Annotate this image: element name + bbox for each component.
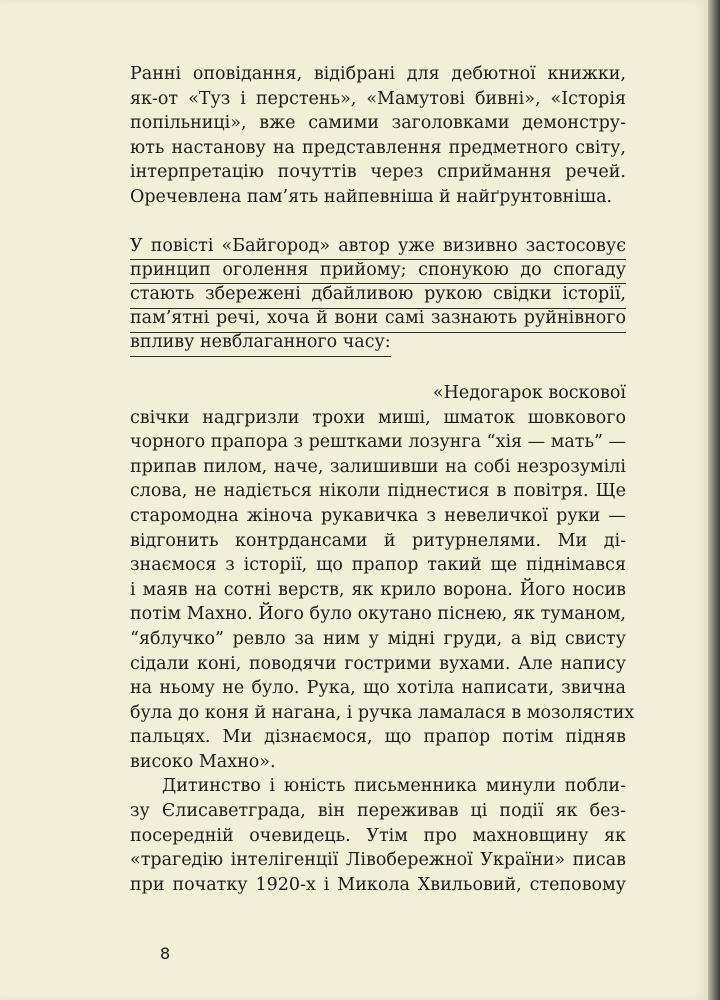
text-line: слова, не надіється ніколи піднестися в повітря. Ще [130,481,626,502]
text-line: У повісті «Байгород» автор уже визивно застосовує [130,234,626,261]
body-text [130,62,635,897]
text-line: пам’ятні речі, хоча й вони самі зазнають руйнівного [130,306,626,333]
text-line: “яблучко” ревло за ним у мідні груди, а від свисту [130,628,626,649]
text-line: чорного прапора з рештками лозунга “хія — мать” — [130,432,626,453]
text-line: була до коня й нагана, і ручка ламалася в мозолястих [130,702,635,723]
text-line: високо Махно». [130,751,276,772]
text-line: стають збережені дбайливою рукою свідки історії, [130,282,626,309]
paragraph-2-underlined [130,234,626,355]
text-line: знаємося з історії, що прапор такий ще піднімався [130,555,626,576]
paragraph-1 [130,62,626,210]
text-line: попільниці», вже самими заголовками демонстру- [130,113,626,134]
quote-block [130,381,635,775]
text-line: при початку 1920-х і Микола Хвильовий, степовому [130,874,626,895]
text-line: сідали коні, поводячи гострими вухами. Але напису [130,653,626,674]
text-line: пальцях. Ми дізнаємося, що прапор потім підняв [130,727,626,748]
text-line: припав пилом, наче, залишивши на собі незрозумілі [130,456,626,477]
text-line: свічки надгризли трохи миші, шматок шовкового [130,407,626,428]
text-line: Оречевлена пам’ять найпевніша й найґрунтовніша. [130,186,613,207]
text-line: Дитинство і юність письменника минули побли- [162,776,626,797]
paragraph-gap [130,210,626,234]
text-line: відгонить контрдансами й ритурнелями. Ми ді- [130,530,626,551]
paragraph-3 [130,774,626,897]
page-number: 8 [160,944,171,963]
text-line: ють настанову на представлення предметного світу, [130,137,626,158]
text-line: старомодна жіноча рукавичка з невеличкої руки — [130,505,626,526]
book-edge [708,0,720,1000]
text-line: потім Махно. Його було окутано піснею, як туманом, [130,604,626,625]
text-line: Ранні оповідання, відібрані для дебютної книжки, [130,64,626,84]
text-line: «трагедію інтелігенції Лівобережної України» писав [130,850,626,871]
text-line: «Недогарок воскової [432,382,626,403]
quote-gap [130,355,626,381]
text-line: посередній очевидець. Утім про махновщину як [130,825,626,846]
text-line: зу Єлисаветграда, він переживав ці події як без- [130,801,626,822]
text-line: інтерпретацію почуттів через сприймання речей. [130,162,626,183]
text-line: впливу невблаганного часу: [130,330,391,357]
text-line: принцип оголення прийому; спонукою до спогаду [130,258,626,285]
text-line: і маяв на сотні верств, як крило ворона. Його носив [130,579,626,600]
text-line: як-от «Туз і перстень», «Мамутові бивні», «Історія [130,88,626,109]
text-line: на ньому не було. Рука, що хотіла написати, звична [130,678,626,699]
